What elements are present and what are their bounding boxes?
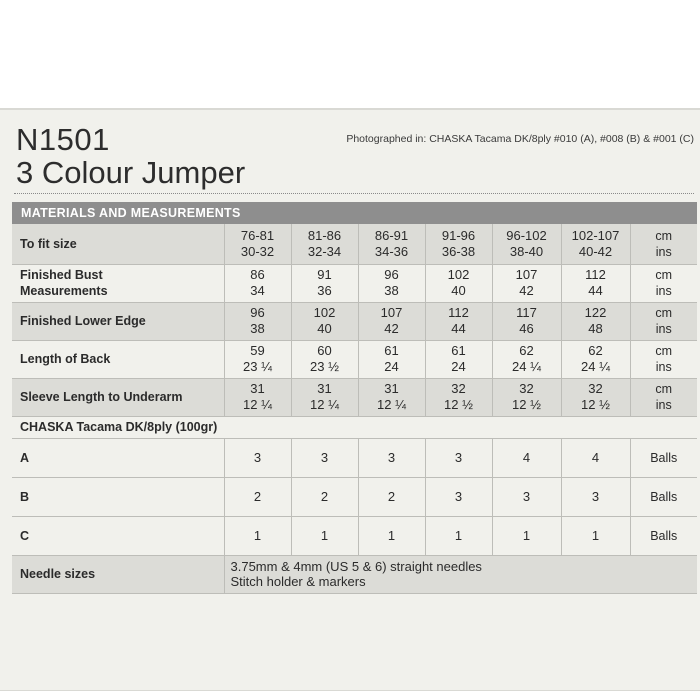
table-cell: 102 40: [425, 264, 492, 302]
table-row-yarn-a: [12, 438, 697, 477]
table-cell: 60 23 ½: [291, 340, 358, 378]
table-cell: 2: [291, 477, 358, 516]
table-cell: 86-91 34-36: [358, 224, 425, 264]
table-cell: 3: [291, 438, 358, 477]
table-cell: 122 48: [561, 302, 630, 340]
table-cell: 31 12 ¼: [224, 378, 291, 416]
table-row-yarn-b: [12, 477, 697, 516]
table-cell: 4: [492, 438, 561, 477]
table-cell: 61 24: [425, 340, 492, 378]
table-cell: 91 36: [291, 264, 358, 302]
row-label: B: [12, 477, 224, 516]
needle-details: 3.75mm & 4mm (US 5 & 6) straight needles Stitch holder & markers: [224, 555, 697, 593]
table-cell: 3: [492, 477, 561, 516]
row-label: Length of Back: [12, 340, 224, 378]
table-cell: 59 23 ¼: [224, 340, 291, 378]
table-cell: 62 24 ¼: [492, 340, 561, 378]
table-cell: 1: [291, 516, 358, 555]
table-row-bust: [12, 264, 697, 302]
table-row-yarn-c: [12, 516, 697, 555]
table-cell: 102-107 40-42: [561, 224, 630, 264]
table-cell: 2: [224, 477, 291, 516]
table-cell: 102 40: [291, 302, 358, 340]
table-cell: 1: [561, 516, 630, 555]
row-label: Needle sizes: [12, 555, 224, 593]
table-cell: 96 38: [358, 264, 425, 302]
row-label: C: [12, 516, 224, 555]
table-cell: 1: [492, 516, 561, 555]
table-row-fit-size: [12, 224, 697, 264]
table-cell: 32 12 ½: [561, 378, 630, 416]
pattern-code: N1501: [16, 122, 110, 157]
table-cell: 62 24 ¼: [561, 340, 630, 378]
table-cell: 1: [425, 516, 492, 555]
table-cell: 1: [358, 516, 425, 555]
row-label: Finished Bust Measurements: [12, 264, 224, 302]
row-label: A: [12, 438, 224, 477]
pattern-title: 3 Colour Jumper: [16, 155, 246, 190]
table-cell: 96 38: [224, 302, 291, 340]
table-cell: 3: [425, 438, 492, 477]
unit-cell: Balls: [630, 516, 697, 555]
table-cell: 2: [358, 477, 425, 516]
table-cell: 3: [358, 438, 425, 477]
row-label: To fit size: [12, 224, 224, 264]
table-cell: 4: [561, 438, 630, 477]
unit-cell: cm ins: [630, 340, 697, 378]
unit-cell: cm ins: [630, 224, 697, 264]
row-label: Sleeve Length to Underarm: [12, 378, 224, 416]
photographed-in-note: Photographed in: CHASKA Tacama DK/8ply #010 (A), #008 (B) & #001 (C): [346, 133, 694, 145]
section-header: MATERIALS AND MEASUREMENTS: [12, 202, 697, 224]
table-row-back-length: [12, 340, 697, 378]
title-divider: [14, 193, 694, 194]
table-cell: 3: [224, 438, 291, 477]
table-cell: 107 42: [492, 264, 561, 302]
unit-cell: Balls: [630, 477, 697, 516]
table-cell: 86 34: [224, 264, 291, 302]
table-cell: 31 12 ¼: [291, 378, 358, 416]
table-row-needles: [12, 555, 697, 593]
row-label: Finished Lower Edge: [12, 302, 224, 340]
table-cell: 112 44: [425, 302, 492, 340]
table-cell: 117 46: [492, 302, 561, 340]
table-cell: 107 42: [358, 302, 425, 340]
table-row-sleeve: [12, 378, 697, 416]
table-cell: 3: [425, 477, 492, 516]
table-cell: 61 24: [358, 340, 425, 378]
table-cell: 32 12 ½: [425, 378, 492, 416]
yarn-heading: CHASKA Tacama DK/8ply (100gr): [12, 416, 697, 438]
unit-cell: cm ins: [630, 302, 697, 340]
table-cell: 91-96 36-38: [425, 224, 492, 264]
table-cell: 81-86 32-34: [291, 224, 358, 264]
table-cell: 76-81 30-32: [224, 224, 291, 264]
table-cell: 31 12 ¼: [358, 378, 425, 416]
table-cell: 32 12 ½: [492, 378, 561, 416]
yarn-heading-row: [12, 416, 697, 438]
table-row-lower-edge: [12, 302, 697, 340]
unit-cell: Balls: [630, 438, 697, 477]
table-cell: 112 44: [561, 264, 630, 302]
unit-cell: cm ins: [630, 378, 697, 416]
table-cell: 1: [224, 516, 291, 555]
table-cell: 3: [561, 477, 630, 516]
table-cell: 96-102 38-40: [492, 224, 561, 264]
measurements-table: [12, 224, 697, 594]
unit-cell: cm ins: [630, 264, 697, 302]
